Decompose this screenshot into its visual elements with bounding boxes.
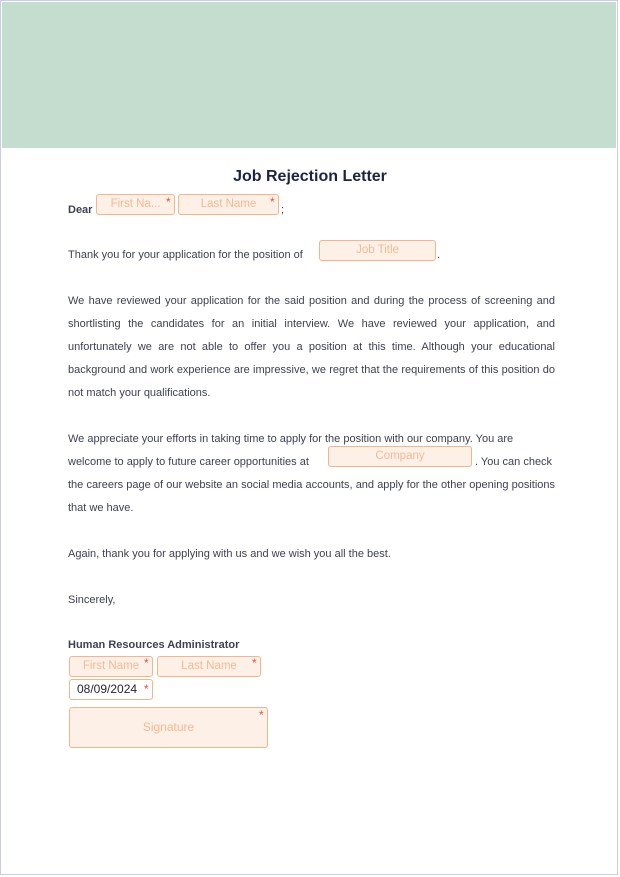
required-marker: * (166, 195, 171, 209)
greeting-semicolon: ; (281, 204, 285, 216)
sender-first-name-field[interactable] (69, 656, 153, 677)
job-title-field[interactable] (319, 240, 436, 261)
company-placeholder: Company (375, 450, 425, 462)
greeting-label: Dear (68, 204, 93, 216)
required-marker: * (252, 656, 257, 670)
signer-title: Human Resources Administrator (68, 639, 240, 651)
rejection-paragraph: We have reviewed your application for the said position and during the process of screening and shortlisting the candidates for an initial interview. We have reviewed your application, and unfortunately we are not able to offer you a position at this time. Although your educational background and work experience are impressive, we regret that the requirements of this position do not match your qualifications. (68, 295, 555, 399)
required-marker: * (259, 708, 264, 722)
recipient-last-name-placeholder: Last Name (200, 198, 257, 210)
position-sentence: Thank you for your application for the position of (68, 249, 303, 261)
required-marker: * (270, 195, 275, 209)
recipient-first-name-placeholder: First Na... (110, 198, 161, 210)
signature-field[interactable] (69, 707, 268, 748)
appreciation-line-2-end: . You can check (475, 456, 553, 468)
appreciation-line-2-start: welcome to apply to future career opportunities at (68, 456, 309, 468)
sender-first-name-placeholder: First Name (82, 660, 140, 672)
appreciation-rest: the careers page of our website an social media accounts, and apply for the other opening positions that we have. (68, 479, 555, 514)
closing-text: Sincerely, (68, 594, 116, 606)
job-title-placeholder: Job Title (356, 244, 399, 256)
date-field[interactable] (69, 679, 153, 700)
recipient-last-name-field[interactable] (178, 194, 279, 215)
page-title: Job Rejection Letter (233, 168, 387, 185)
appreciation-line-1: We appreciate your efforts in taking time to apply for the position with our company. You are (68, 433, 514, 445)
required-marker: * (144, 656, 149, 670)
required-marker: * (144, 682, 149, 696)
sender-last-name-field[interactable] (157, 656, 261, 677)
date-value: 08/09/2024 (77, 682, 138, 696)
sender-last-name-placeholder: Last Name (181, 660, 237, 672)
recipient-first-name-field[interactable] (96, 194, 175, 215)
signature-placeholder: Signature (142, 720, 195, 734)
company-field[interactable] (328, 446, 472, 467)
well-wishes-paragraph: Again, thank you for applying with us and we wish you all the best. (68, 548, 391, 560)
header-banner (2, 2, 616, 148)
position-sentence-period: . (437, 249, 441, 261)
